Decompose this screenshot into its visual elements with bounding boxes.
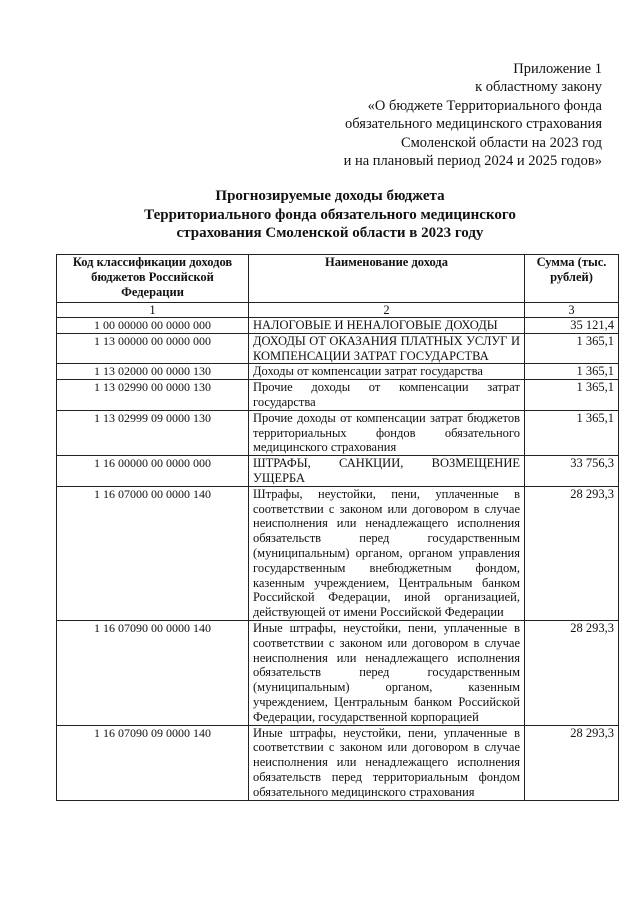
row-name: Штрафы, неустойки, пени, уплаченные в соответствии с законом или договором в случае неисполнения или ненадлежащего исполнения обязательств перед государственным (муниципальным) органом, органом управления государственным внебюджетным фондом, казенным учреждением, Центральным банком Российской Федерации, иной организацией, действующей от имени Российской Федерации [249, 486, 525, 620]
row-name: ДОХОДЫ ОТ ОКАЗАНИЯ ПЛАТНЫХ УСЛУГ И КОМПЕНСАЦИИ ЗАТРАТ ГОСУДАРСТВА [249, 333, 525, 364]
row-code: 1 13 02999 09 0000 130 [57, 410, 249, 455]
row-name: Прочие доходы от компенсации затрат государства [249, 380, 525, 411]
header-sum: Сумма (тыс. рублей) [525, 255, 619, 303]
row-sum: 33 756,3 [525, 456, 619, 487]
column-number-row [57, 303, 619, 318]
row-code: 1 16 07000 00 0000 140 [57, 486, 249, 620]
appendix-line: обязательного медицинского страхования [345, 116, 602, 133]
appendix-line: к областному закону [475, 79, 602, 96]
income-table [56, 254, 619, 801]
row-code: 1 00 00000 00 0000 000 [57, 318, 249, 334]
row-sum: 28 293,3 [525, 486, 619, 620]
row-code: 1 13 00000 00 0000 000 [57, 333, 249, 364]
row-sum: 1 365,1 [525, 410, 619, 455]
table-row [57, 318, 619, 334]
column-number: 3 [525, 303, 619, 318]
appendix-line: «О бюджете Территориального фонда [367, 97, 602, 114]
row-sum: 1 365,1 [525, 333, 619, 364]
row-sum: 1 365,1 [525, 364, 619, 380]
appendix-header [282, 60, 602, 170]
document-title [110, 187, 550, 243]
header-name: Наименование дохода [249, 255, 525, 303]
table-header-row [57, 255, 619, 303]
row-code: 1 16 07090 09 0000 140 [57, 725, 249, 800]
row-name: ШТРАФЫ, САНКЦИИ, ВОЗМЕЩЕНИЕ УЩЕРБА [249, 456, 525, 487]
row-code: 1 13 02000 00 0000 130 [57, 364, 249, 380]
appendix-line: и на плановый период 2024 и 2025 годов» [343, 153, 602, 170]
row-name: Прочие доходы от компенсации затрат бюджетов территориальных фондов обязательного медицинского страхования [249, 410, 525, 455]
title-line: страхования Смоленской области в 2023 году [176, 225, 484, 241]
row-name: Доходы от компенсации затрат государства [249, 364, 525, 380]
row-code: 1 16 07090 00 0000 140 [57, 620, 249, 725]
appendix-line: Приложение 1 [513, 61, 602, 77]
column-number: 1 [57, 303, 249, 318]
table-row [57, 380, 619, 411]
appendix-line: Смоленской области на 2023 год [400, 134, 602, 151]
title-line: Территориального фонда обязательного медицинского [144, 206, 516, 223]
header-code: Код классификации доходов бюджетов Российской Федерации [57, 255, 249, 303]
table-row [57, 456, 619, 487]
row-code: 1 16 00000 00 0000 000 [57, 456, 249, 487]
row-sum: 35 121,4 [525, 318, 619, 334]
table-row [57, 486, 619, 620]
table-row [57, 364, 619, 380]
row-name: Иные штрафы, неустойки, пени, уплаченные в соответствии с законом или договором в случае неисполнения или ненадлежащего исполнения обязательств перед территориальным фондом обязательного медицинского страхования [249, 725, 525, 800]
table-row [57, 620, 619, 725]
row-code: 1 13 02990 00 0000 130 [57, 380, 249, 411]
row-sum: 28 293,3 [525, 725, 619, 800]
row-name: НАЛОГОВЫЕ И НЕНАЛОГОВЫЕ ДОХОДЫ [249, 318, 525, 334]
row-name: Иные штрафы, неустойки, пени, уплаченные в соответствии с законом или договором в случае неисполнения или ненадлежащего исполнения обязательств перед государственным (муниципальным) органом, казенным учреждением, Центральным банком Российской Федерации, государственной корпорацией [249, 620, 525, 725]
table-row [57, 725, 619, 800]
column-number: 2 [249, 303, 525, 318]
row-sum: 28 293,3 [525, 620, 619, 725]
table-row [57, 410, 619, 455]
title-line: Прогнозируемые доходы бюджета [215, 188, 445, 204]
table-row [57, 333, 619, 364]
row-sum: 1 365,1 [525, 380, 619, 411]
